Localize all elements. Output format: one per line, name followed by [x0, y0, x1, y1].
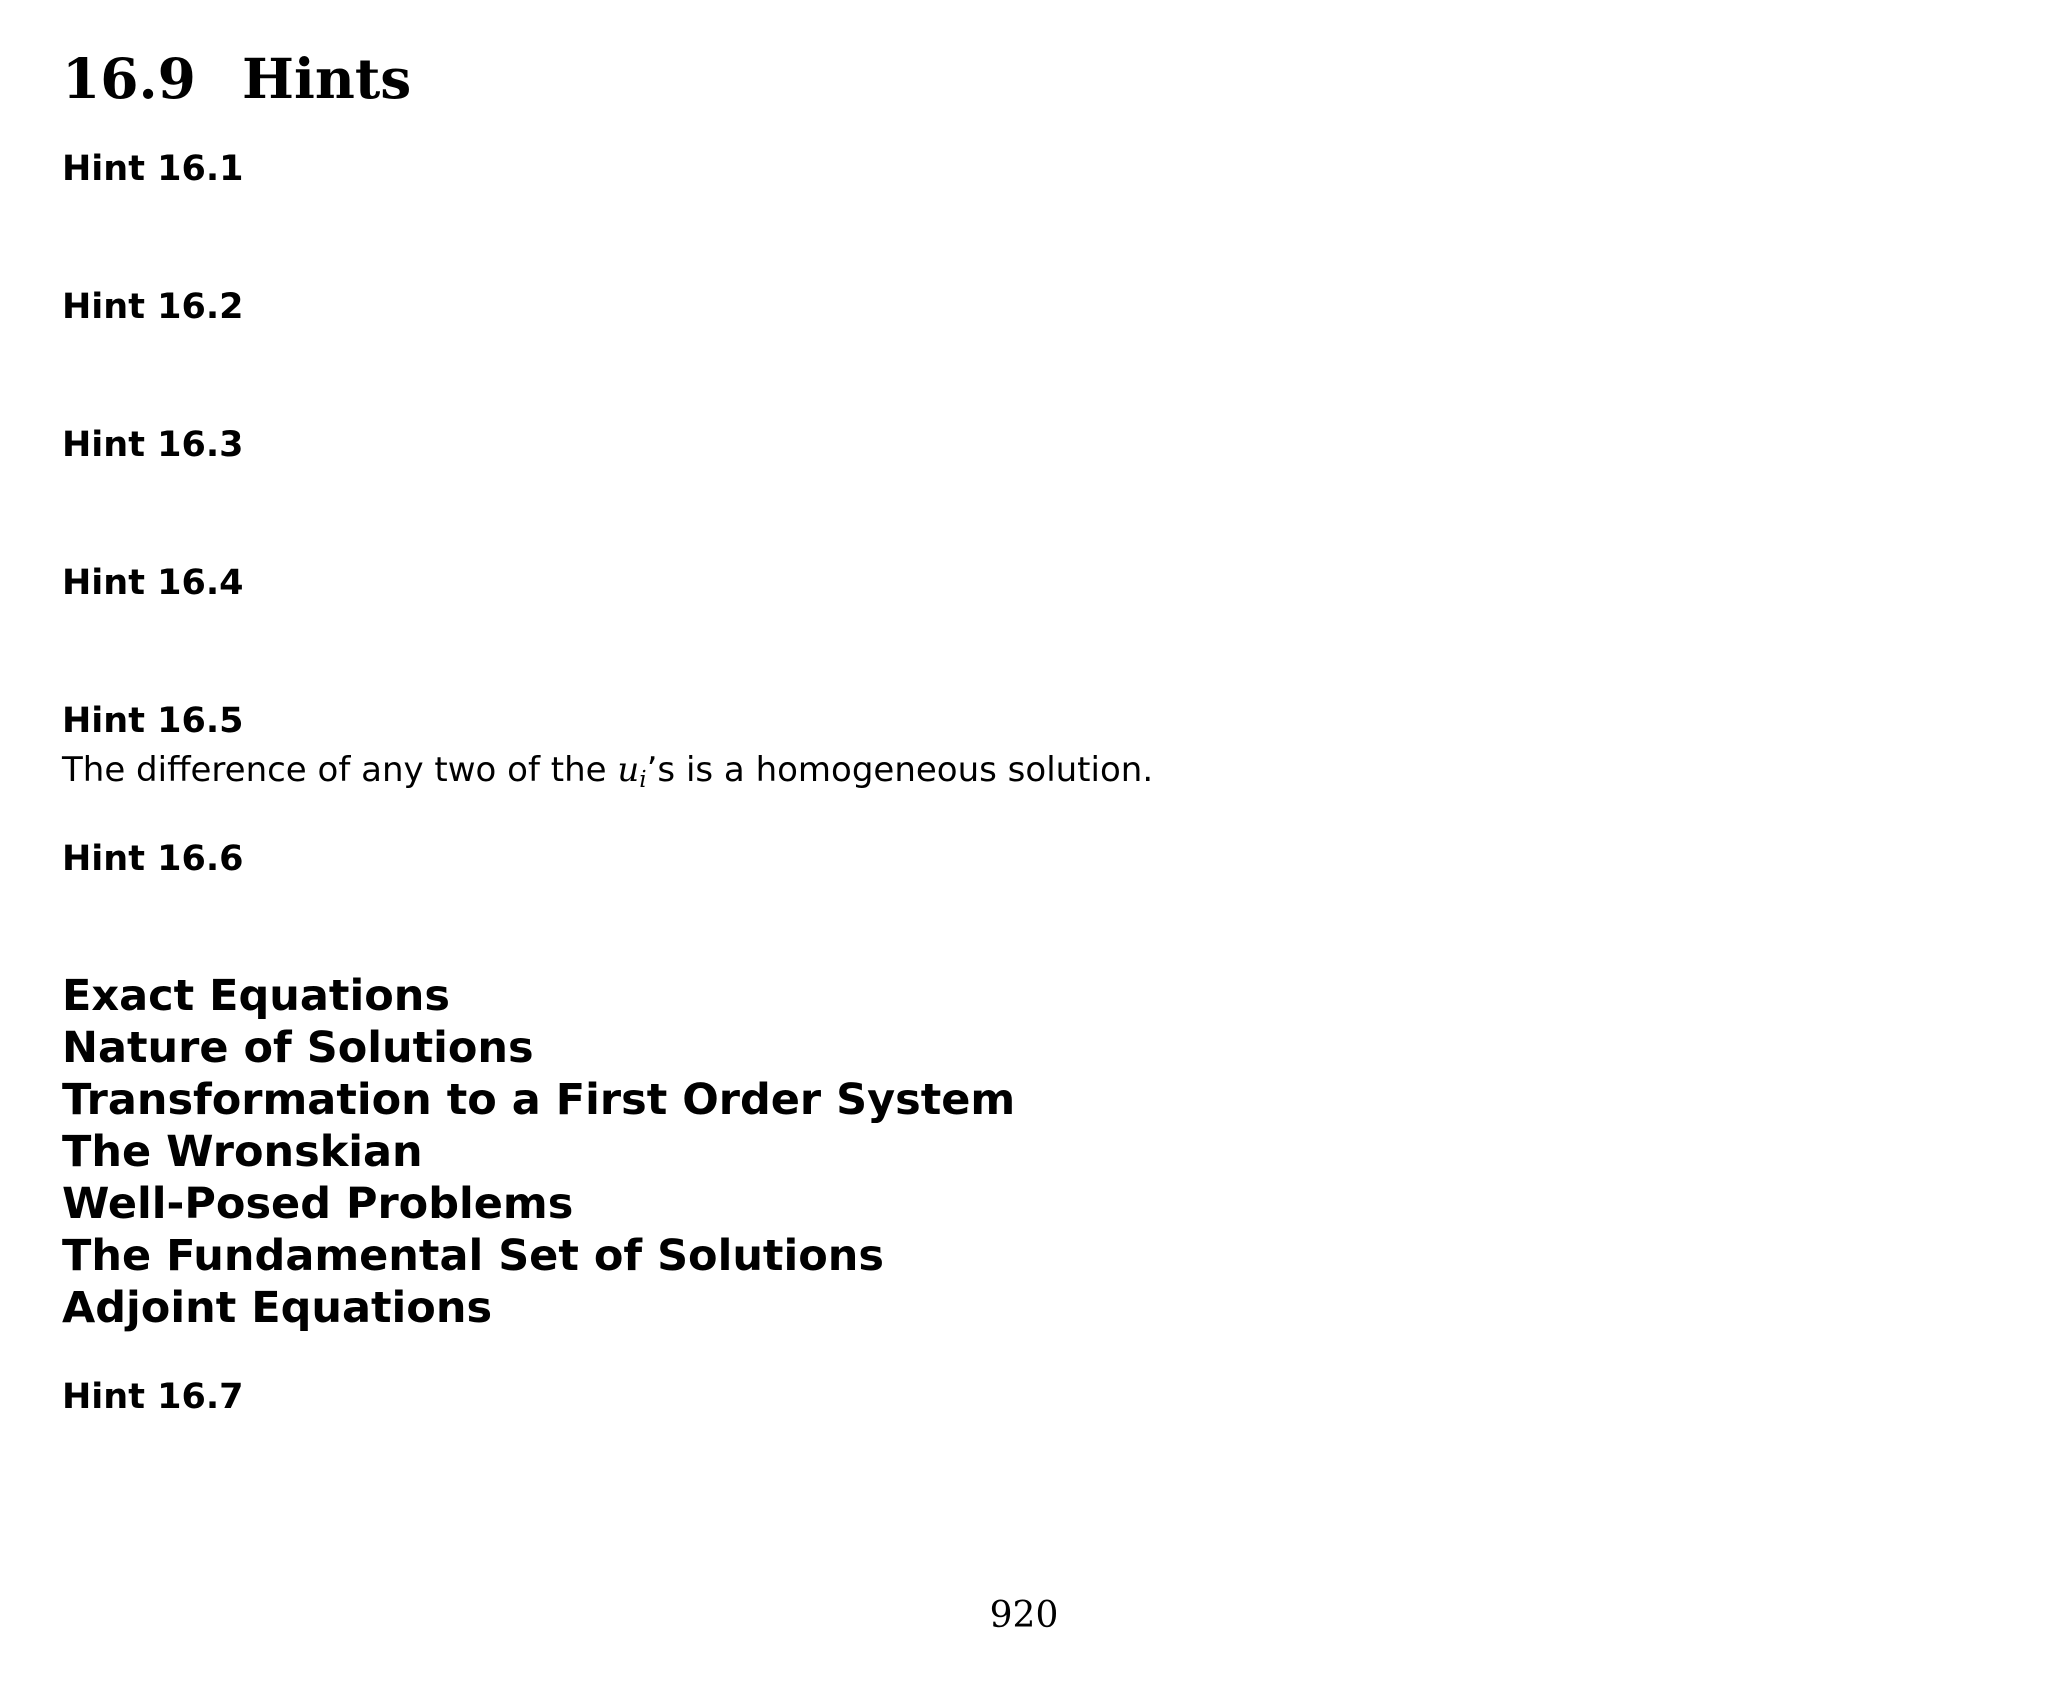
topic-item: The Fundamental Set of Solutions [62, 1231, 884, 1281]
hint-16-3-heading: Hint 16.3 [62, 425, 244, 465]
topic-item: The Wronskian [62, 1127, 423, 1177]
hint-16-5-heading: Hint 16.5 [62, 701, 244, 741]
section-heading [62, 44, 411, 114]
hint-16-6-heading: Hint 16.6 [62, 839, 244, 879]
topic-item: Transformation to a First Order System [62, 1075, 1016, 1125]
hint-16-5-text-before: The difference of any two of the [62, 750, 618, 790]
topic-item: Well-Posed Problems [62, 1179, 574, 1229]
topic-item: Adjoint Equations [62, 1283, 493, 1333]
hint-16-7-heading: Hint 16.7 [62, 1377, 244, 1417]
section-title: Hints [242, 46, 412, 111]
hint-16-1-heading: Hint 16.1 [62, 149, 244, 189]
topic-item: Nature of Solutions [62, 1023, 534, 1073]
topic-item: Exact Equations [62, 971, 450, 1021]
topic-list [62, 970, 1015, 1334]
page-number: 920 [989, 1595, 1059, 1636]
math-variable-u-sub-i: $u_i$ [617, 750, 647, 793]
hint-16-2-heading: Hint 16.2 [62, 287, 244, 327]
hint-16-4-heading: Hint 16.4 [62, 563, 244, 603]
hint-16-5-text [62, 748, 1153, 792]
hint-16-5-text-after: ’s is a homogeneous solution. [646, 750, 1154, 790]
section-number: 16.9 [62, 46, 196, 111]
